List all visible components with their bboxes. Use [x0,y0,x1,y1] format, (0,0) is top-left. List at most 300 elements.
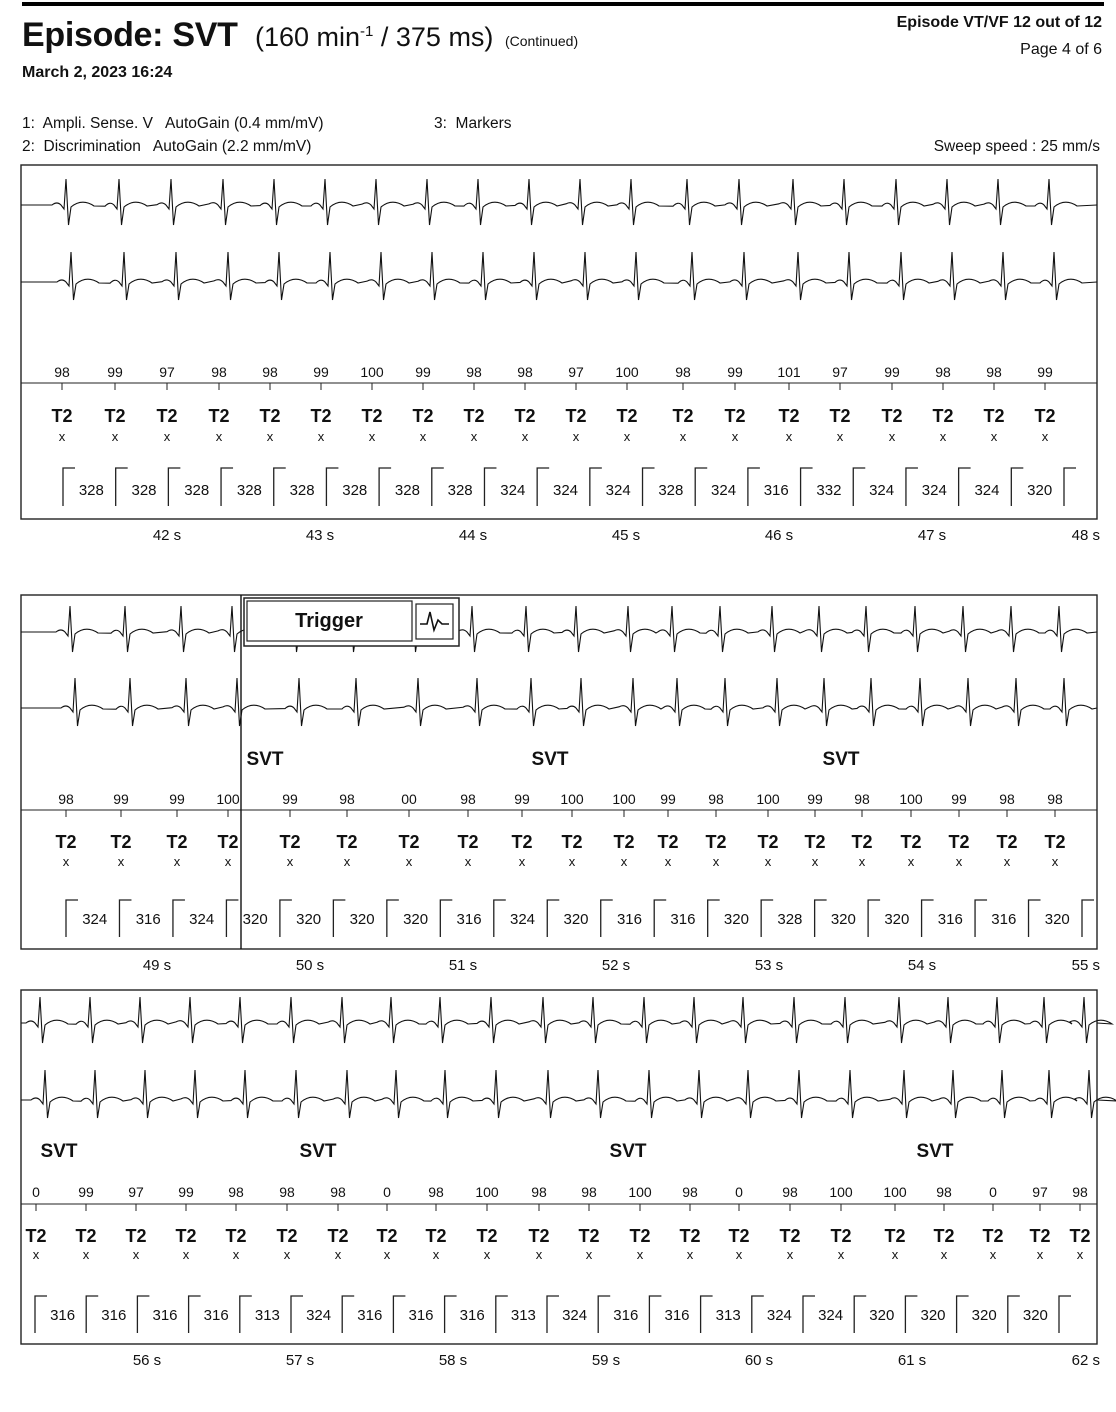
s3-x-mark: x [636,1247,644,1262]
s1-marker-label: T2 [616,406,638,426]
s3-marker-label: T2 [933,1226,955,1246]
s2-x-mark: x [811,854,819,869]
s1-x-mark: x [266,429,274,444]
s3-x-mark: x [334,1247,342,1262]
s2-x-mark: x [712,854,720,869]
s3-interval-value: 324 [562,1307,588,1324]
s2-marker-label: T2 [166,832,188,852]
s1-x-mark: x [317,429,325,444]
s1-x-mark: x [419,429,427,444]
s1-x-mark: x [939,429,947,444]
s3-x-mark: x [132,1247,140,1262]
s3-x-mark: x [735,1247,743,1262]
s3-marker-label: T2 [25,1226,47,1246]
s1-interval-bracket [1011,468,1023,506]
s1-interval-value: 328 [236,482,262,499]
s1-interval-value: 324 [711,482,737,499]
s1-x-mark: x [1041,429,1049,444]
s2-percent-value: 99 [807,791,823,807]
s3-x-mark: x [432,1247,440,1262]
s1-interval-bracket [326,468,338,506]
s2-marker-label: T2 [55,832,77,852]
s1-percent-value: 99 [884,364,900,380]
s2-x-mark: x [568,854,576,869]
s2-marker-label: T2 [900,832,922,852]
s3-interval-bracket [905,1296,917,1333]
s3-interval-bracket [342,1296,354,1333]
s3-interval-value: 313 [254,1307,280,1324]
s3-x-mark: x [786,1247,794,1262]
s2-marker-label: T2 [217,832,239,852]
s3-percent-value: 98 [428,1184,444,1200]
s2-marker-label: T2 [1044,832,1066,852]
s1-marker-label: T2 [104,406,126,426]
s3-interval-value: 316 [152,1307,178,1324]
s2-interval-bracket [761,900,773,937]
episode-count: Episode VT/VF 12 out of 12 [896,14,1102,31]
s2-percent-value: 99 [282,791,298,807]
rate-prefix: (160 min [255,22,361,52]
s1-interval-bracket [801,468,813,506]
s2-time-tick: 51 s [448,957,478,974]
s2-time-tick: 52 s [601,957,631,974]
s3-percent-value: 99 [78,1184,94,1200]
s1-percent-value: 99 [313,364,329,380]
s3-x-mark: x [182,1247,190,1262]
s1-interval-value: 328 [184,482,210,499]
s1-interval-value: 328 [78,482,104,499]
s1-x-mark: x [368,429,376,444]
s1-percent-value: 97 [159,364,175,380]
s1-interval-value: 328 [131,482,157,499]
s3-interval-bracket [189,1296,201,1333]
s2-interval-bracket [654,900,666,937]
s2-time-tick: 54 s [907,957,937,974]
s2-x-mark: x [907,854,915,869]
s3-marker-label: T2 [728,1226,750,1246]
s3-interval-value: 316 [203,1307,229,1324]
s3-time-tick: 62 s [1071,1352,1100,1369]
s2-interval-value: 320 [723,911,749,928]
s3-interval-bracket [1059,1296,1071,1333]
s1-x-mark: x [470,429,478,444]
s1-x-mark: x [163,429,171,444]
s3-x-mark: x [1036,1247,1044,1262]
s2-x-mark: x [62,854,70,869]
s1-percent-value: 99 [1037,364,1053,380]
s1-marker-label: T2 [208,406,230,426]
s2-marker-label: T2 [336,832,358,852]
s3-percent-value: 98 [330,1184,346,1200]
s3-percent-value: 0 [989,1184,997,1200]
s2-marker-label: T2 [110,832,132,852]
s1-interval-bracket [221,468,233,506]
s2-trace-discrimination [21,678,1097,726]
s2-time-tick: 49 s [142,957,172,974]
s1-percent-value: 100 [615,364,639,380]
s2-interval-value: 320 [884,911,910,928]
sweep-speed: Sweep speed : 25 mm/s [933,138,1100,155]
s3-interval-bracket [547,1296,559,1333]
s1-time-tick: 47 s [917,527,947,544]
s1-percent-value: 98 [517,364,533,380]
s1-interval-bracket [168,468,180,506]
s2-time-tick: 53 s [754,957,784,974]
s2-interval-value: 320 [296,911,322,928]
s1-interval-value: 328 [342,482,368,499]
s1-marker-label: T2 [983,406,1005,426]
s2-rhythm-label: SVT [246,749,284,770]
s1-interval-bracket [116,468,128,506]
s1-marker-label: T2 [156,406,178,426]
s1-interval-value: 316 [763,482,789,499]
s2-rhythm-label: SVT [531,749,569,770]
s1-interval-value: 324 [974,482,1000,499]
s1-marker-label: T2 [724,406,746,426]
s3-interval-bracket [598,1296,610,1333]
s3-rhythm-label: SVT [299,1141,337,1162]
s3-frame [21,990,1097,1344]
s3-interval-bracket [803,1296,815,1333]
s1-interval-bracket [853,468,865,506]
s2-interval-value: 324 [82,911,108,928]
s1-percent-value: 101 [777,364,801,380]
s3-interval-bracket [957,1296,969,1333]
s2-marker-label: T2 [948,832,970,852]
s1-marker-label: T2 [412,406,434,426]
s3-interval-bracket [496,1296,508,1333]
s2-percent-value: 99 [514,791,530,807]
s1-marker-label: T2 [672,406,694,426]
s1-x-mark: x [785,429,793,444]
channel-1-label: 1: Ampli. Sense. V AutoGain (0.4 mm/mV) [22,115,324,132]
s2-interval-value: 316 [670,911,696,928]
s2-interval-value: 316 [937,911,963,928]
s1-marker-label: T2 [881,406,903,426]
s3-marker-label: T2 [884,1226,906,1246]
s3-marker-label: T2 [528,1226,550,1246]
s3-percent-value: 0 [735,1184,743,1200]
s2-interval-bracket [868,900,880,937]
s2-percent-value: 99 [169,791,185,807]
s2-percent-value: 98 [58,791,74,807]
s2-marker-label: T2 [657,832,679,852]
s3-x-mark: x [383,1247,391,1262]
s3-x-mark: x [535,1247,543,1262]
s3-percent-value: 0 [383,1184,391,1200]
s2-interval-bracket [1029,900,1041,937]
s3-rhythm-label: SVT [40,1141,78,1162]
page-number: Page 4 of 6 [1020,41,1102,58]
rate-exponent: -1 [360,23,374,40]
s2-rhythm-label: SVT [822,749,860,770]
s2-interval-bracket [494,900,506,937]
s2-interval-value: 316 [135,911,161,928]
s1-x-mark: x [836,429,844,444]
s1-interval-value: 328 [658,482,684,499]
s3-percent-value: 98 [1072,1184,1088,1200]
s1-marker-label: T2 [514,406,536,426]
s2-x-mark: x [173,854,181,869]
s1-frame [21,165,1097,519]
s3-interval-bracket [854,1296,866,1333]
s2-interval-bracket [922,900,934,937]
s1-percent-value: 100 [360,364,384,380]
s3-x-mark: x [82,1247,90,1262]
s2-interval-bracket [333,900,345,937]
s1-time-tick: 43 s [305,527,335,544]
s1-marker-label: T2 [829,406,851,426]
s1-interval-bracket [274,468,286,506]
s1-trace-ampli-sense [21,179,1097,225]
s2-x-mark: x [343,854,351,869]
s2-percent-value: 100 [612,791,636,807]
s3-marker-label: T2 [225,1226,247,1246]
s3-interval-bracket [240,1296,252,1333]
s1-interval-bracket [590,468,602,506]
s1-marker-label: T2 [310,406,332,426]
s1-interval-bracket [748,468,760,506]
s1-x-mark: x [888,429,896,444]
s2-x-mark: x [955,854,963,869]
s1-marker-label: T2 [361,406,383,426]
s1-percent-value: 98 [935,364,951,380]
s2-frame [21,595,1097,949]
s3-time-tick: 59 s [591,1352,621,1369]
s3-interval-bracket [291,1296,303,1333]
s1-x-mark: x [215,429,223,444]
s3-marker-label: T2 [376,1226,398,1246]
s1-percent-value: 99 [107,364,123,380]
s1-percent-value: 98 [262,364,278,380]
s3-marker-label: T2 [425,1226,447,1246]
s2-marker-label: T2 [757,832,779,852]
s3-marker-label: T2 [830,1226,852,1246]
s1-interval-value: 332 [816,482,842,499]
s3-x-mark: x [686,1247,694,1262]
s2-percent-value: 100 [216,791,240,807]
s3-marker-label: T2 [629,1226,651,1246]
s3-marker-label: T2 [125,1226,147,1246]
s3-percent-value: 97 [128,1184,144,1200]
s2-interval-bracket [815,900,827,937]
s2-percent-value: 98 [460,791,476,807]
s2-time-tick: 50 s [295,957,325,974]
s3-marker-label: T2 [578,1226,600,1246]
s1-time-tick: 46 s [764,527,794,544]
s3-interval-bracket [445,1296,457,1333]
s2-marker-label: T2 [561,832,583,852]
s3-interval-value: 316 [50,1307,76,1324]
s2-marker-label: T2 [804,832,826,852]
s2-percent-value: 99 [660,791,676,807]
s3-percent-value: 98 [581,1184,597,1200]
s3-x-mark: x [283,1247,291,1262]
s3-x-mark: x [891,1247,899,1262]
s3-interval-bracket [393,1296,405,1333]
s1-x-mark: x [679,429,687,444]
s3-x-mark: x [32,1247,40,1262]
s2-x-mark: x [464,854,472,869]
s1-marker-label: T2 [51,406,73,426]
s1-interval-value: 324 [605,482,631,499]
s3-trace-ampli-sense [21,997,1112,1043]
s1-x-mark: x [521,429,529,444]
s1-interval-value: 328 [447,482,473,499]
s3-time-tick: 61 s [897,1352,927,1369]
s1-interval-bracket [643,468,655,506]
s3-interval-value: 316 [408,1307,434,1324]
s3-interval-bracket [701,1296,713,1333]
s3-interval-value: 316 [613,1307,639,1324]
s3-percent-value: 98 [782,1184,798,1200]
s3-marker-label: T2 [276,1226,298,1246]
s3-interval-value: 320 [1022,1307,1048,1324]
s2-marker-label: T2 [613,832,635,852]
s2-x-mark: x [764,854,772,869]
episode-date: March 2, 2023 16:24 [22,64,173,81]
s3-marker-label: T2 [175,1226,197,1246]
s2-x-mark: x [620,854,628,869]
s1-interval-bracket [537,468,549,506]
s3-interval-bracket [752,1296,764,1333]
s1-interval-bracket [1064,468,1076,506]
s3-marker-label: T2 [327,1226,349,1246]
s2-interval-value: 320 [1044,911,1070,928]
s3-time-tick: 58 s [438,1352,468,1369]
s2-percent-value: 98 [1047,791,1063,807]
s3-interval-bracket [35,1296,47,1333]
s3-trace-discrimination [21,1070,1116,1118]
s3-x-mark: x [1076,1247,1084,1262]
s3-x-mark: x [483,1247,491,1262]
s2-percent-value: 100 [560,791,584,807]
s3-x-mark: x [837,1247,845,1262]
s3-interval-value: 316 [664,1307,690,1324]
s2-percent-value: 98 [854,791,870,807]
s3-time-tick: 56 s [132,1352,162,1369]
s2-interval-bracket [708,900,720,937]
s2-x-mark: x [117,854,125,869]
s1-time-tick: 45 s [611,527,641,544]
s3-interval-bracket [649,1296,661,1333]
episode-title: Episode: SVT [22,16,238,54]
s3-interval-value: 316 [101,1307,127,1324]
s3-interval-value: 316 [459,1307,485,1324]
s3-interval-value: 324 [818,1307,844,1324]
s2-marker-label: T2 [705,832,727,852]
s2-x-mark: x [224,854,232,869]
s3-percent-value: 98 [531,1184,547,1200]
s1-trace-discrimination [21,252,1097,300]
s2-interval-bracket [975,900,987,937]
s2-interval-value: 320 [830,911,856,928]
s1-x-mark: x [58,429,66,444]
s1-percent-value: 98 [986,364,1002,380]
s2-marker-label: T2 [279,832,301,852]
s3-percent-value: 100 [883,1184,907,1200]
s2-interval-bracket [66,900,78,937]
s2-interval-value: 320 [403,911,429,928]
s2-x-mark: x [1051,854,1059,869]
s2-x-mark: x [664,854,672,869]
s1-marker-label: T2 [259,406,281,426]
s2-marker-label: T2 [851,832,873,852]
s3-marker-label: T2 [982,1226,1004,1246]
s2-trace-ampli-sense [21,606,1097,652]
s1-marker-label: T2 [565,406,587,426]
s3-percent-value: 0 [32,1184,40,1200]
s1-marker-label: T2 [932,406,954,426]
s2-marker-label: T2 [457,832,479,852]
s1-marker-label: T2 [1034,406,1056,426]
s1-x-mark: x [731,429,739,444]
s3-rhythm-label: SVT [916,1141,954,1162]
s1-time-tick: 48 s [1071,527,1100,544]
s1-marker-label: T2 [778,406,800,426]
s3-interval-value: 316 [357,1307,383,1324]
s1-interval-bracket [63,468,75,506]
s2-interval-value: 328 [777,911,803,928]
s3-interval-value: 320 [869,1307,895,1324]
s1-percent-value: 98 [675,364,691,380]
s3-percent-value: 98 [279,1184,295,1200]
s1-x-mark: x [572,429,580,444]
s3-x-mark: x [940,1247,948,1262]
rate-suffix: / 375 ms) [373,22,494,52]
s2-x-mark: x [518,854,526,869]
s2-percent-value: 98 [339,791,355,807]
s2-percent-value: 100 [899,791,923,807]
s2-interval-value: 320 [563,911,589,928]
s3-marker-label: T2 [476,1226,498,1246]
s3-interval-value: 320 [920,1307,946,1324]
s2-interval-bracket [119,900,131,937]
s3-percent-value: 99 [178,1184,194,1200]
s2-marker-label: T2 [511,832,533,852]
s3-marker-label: T2 [679,1226,701,1246]
s3-marker-label: T2 [779,1226,801,1246]
s3-x-mark: x [232,1247,240,1262]
s2-interval-bracket [440,900,452,937]
channel-2-label: 2: Discrimination AutoGain (2.2 mm/mV) [22,138,312,155]
s3-percent-value: 98 [228,1184,244,1200]
s2-time-tick: 55 s [1071,957,1100,974]
s1-interval-bracket [959,468,971,506]
s1-percent-value: 99 [415,364,431,380]
s1-interval-value: 324 [921,482,947,499]
s1-interval-bracket [695,468,707,506]
s2-interval-bracket [1082,900,1094,937]
s1-interval-value: 324 [500,482,526,499]
s3-x-mark: x [585,1247,593,1262]
s1-x-mark: x [623,429,631,444]
s1-percent-value: 99 [727,364,743,380]
s3-marker-label: T2 [75,1226,97,1246]
s2-percent-value: 99 [951,791,967,807]
s3-interval-bracket [1008,1296,1020,1333]
s3-interval-bracket [137,1296,149,1333]
s3-interval-value: 320 [971,1307,997,1324]
s2-percent-value: 99 [113,791,129,807]
s2-interval-value: 324 [510,911,536,928]
s3-percent-value: 97 [1032,1184,1048,1200]
s2-x-mark: x [286,854,294,869]
s2-x-mark: x [858,854,866,869]
s1-interval-value: 324 [552,482,579,499]
s1-interval-value: 328 [394,482,420,499]
s3-percent-value: 100 [628,1184,652,1200]
